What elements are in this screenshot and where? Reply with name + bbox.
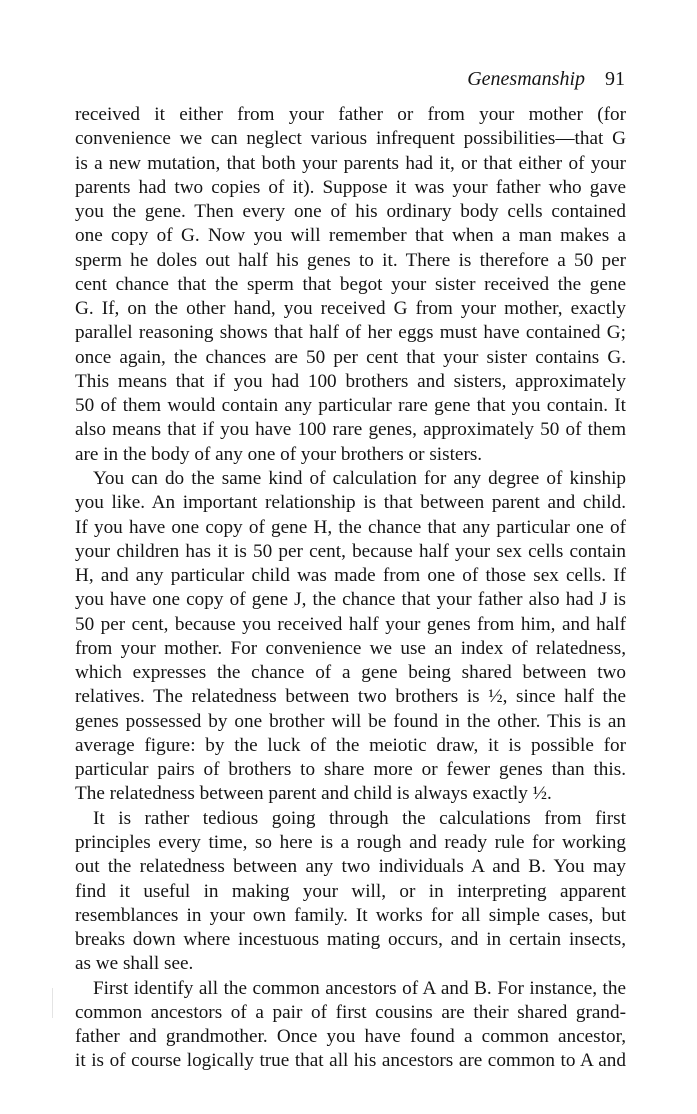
text-line: The relatedness between parent and child is always exactly ½. bbox=[75, 783, 552, 805]
text-line: from your mother. For convenience we use an index of relatedness, bbox=[75, 637, 626, 659]
text-line: you like. An important relationship is that between parent and child. bbox=[75, 492, 626, 514]
text-line: particular pairs of brothers to share more or fewer genes than this. bbox=[75, 759, 626, 781]
text-line: one copy of G. Now you will remember that when a man makes a bbox=[75, 225, 626, 247]
running-title: Genesmanship bbox=[467, 68, 585, 90]
text-line: also means that if you have 100 rare genes, approximately 50 of them bbox=[75, 419, 626, 441]
text-line: find it useful in making your will, or in interpreting apparent bbox=[75, 880, 626, 902]
text-line: are in the body of any one of your brothers or sisters. bbox=[75, 443, 483, 465]
page-number: 91 bbox=[605, 68, 625, 90]
running-head bbox=[467, 66, 625, 92]
text-line: breaks down where incestuous mating occurs, and in certain insects, bbox=[75, 929, 626, 951]
text-line: parallel reasoning shows that half of her eggs must have contained G; bbox=[75, 322, 626, 344]
text-line: average figure: by the luck of the meiotic draw, it is possible for bbox=[75, 734, 626, 756]
text-line: father and grandmother. Once you have found a common ancestor, bbox=[75, 1026, 626, 1048]
text-line: which expresses the chance of a gene being shared between two bbox=[75, 662, 626, 684]
text-line: as we shall see. bbox=[75, 953, 194, 975]
text-line: you the gene. Then every one of his ordinary body cells contained bbox=[75, 201, 626, 223]
text-line: out the relatedness between any two individuals A and B. You may bbox=[75, 856, 626, 878]
text-line: principles every time, so here is a rough and ready rule for working bbox=[75, 831, 626, 853]
text-line: sperm he doles out half his genes to it. There is therefore a 50 per bbox=[75, 249, 626, 271]
text-line: parents had two copies of it). Suppose it was your father who gave bbox=[75, 176, 626, 198]
text-line: you have one copy of gene J, the chance that your father also had J is bbox=[75, 589, 626, 611]
text-line: First identify all the common ancestors of A and B. For instance, the bbox=[93, 977, 626, 999]
text-line: it is of course logically true that all his ancestors are common to A and bbox=[75, 1050, 626, 1072]
body-text bbox=[75, 103, 626, 1074]
text-line: is a new mutation, that both your parents had it, or that either of your bbox=[75, 152, 626, 174]
text-line: your children has it is 50 per cent, because half your sex cells contain bbox=[75, 540, 626, 562]
text-line: 50 per cent, because you received half your genes from him, and half bbox=[75, 613, 626, 635]
text-line: If you have one copy of gene H, the chance that any particular one of bbox=[75, 516, 626, 538]
text-line: H, and any particular child was made from one of those sex cells. If bbox=[75, 565, 626, 587]
text-line: G. If, on the other hand, you received G from your mother, exactly bbox=[75, 298, 626, 320]
text-line: common ancestors of a pair of first cousins are their shared grand- bbox=[75, 1001, 626, 1023]
text-line: 50 of them would contain any particular rare gene that you contain. It bbox=[75, 395, 626, 417]
text-line: genes possessed by one brother will be found in the other. This is an bbox=[75, 710, 626, 732]
scan-margin-line bbox=[52, 988, 53, 1018]
text-line: relatives. The relatedness between two brothers is ½, since half the bbox=[75, 686, 626, 708]
text-line: resemblances in your own family. It works for all simple cases, but bbox=[75, 904, 626, 926]
text-line: once again, the chances are 50 per cent that your sister contains G. bbox=[75, 346, 626, 368]
text-line: This means that if you had 100 brothers and sisters, approximately bbox=[75, 370, 626, 392]
text-line: convenience we can neglect various infrequent possibilities—that G bbox=[75, 128, 626, 150]
text-line: cent chance that the sperm that begot your sister received the gene bbox=[75, 273, 626, 295]
text-line: received it either from your father or from your mother (for bbox=[75, 104, 626, 125]
text-line: It is rather tedious going through the calculations from first bbox=[93, 807, 626, 829]
text-line: You can do the same kind of calculation for any degree of kinship bbox=[93, 467, 626, 489]
